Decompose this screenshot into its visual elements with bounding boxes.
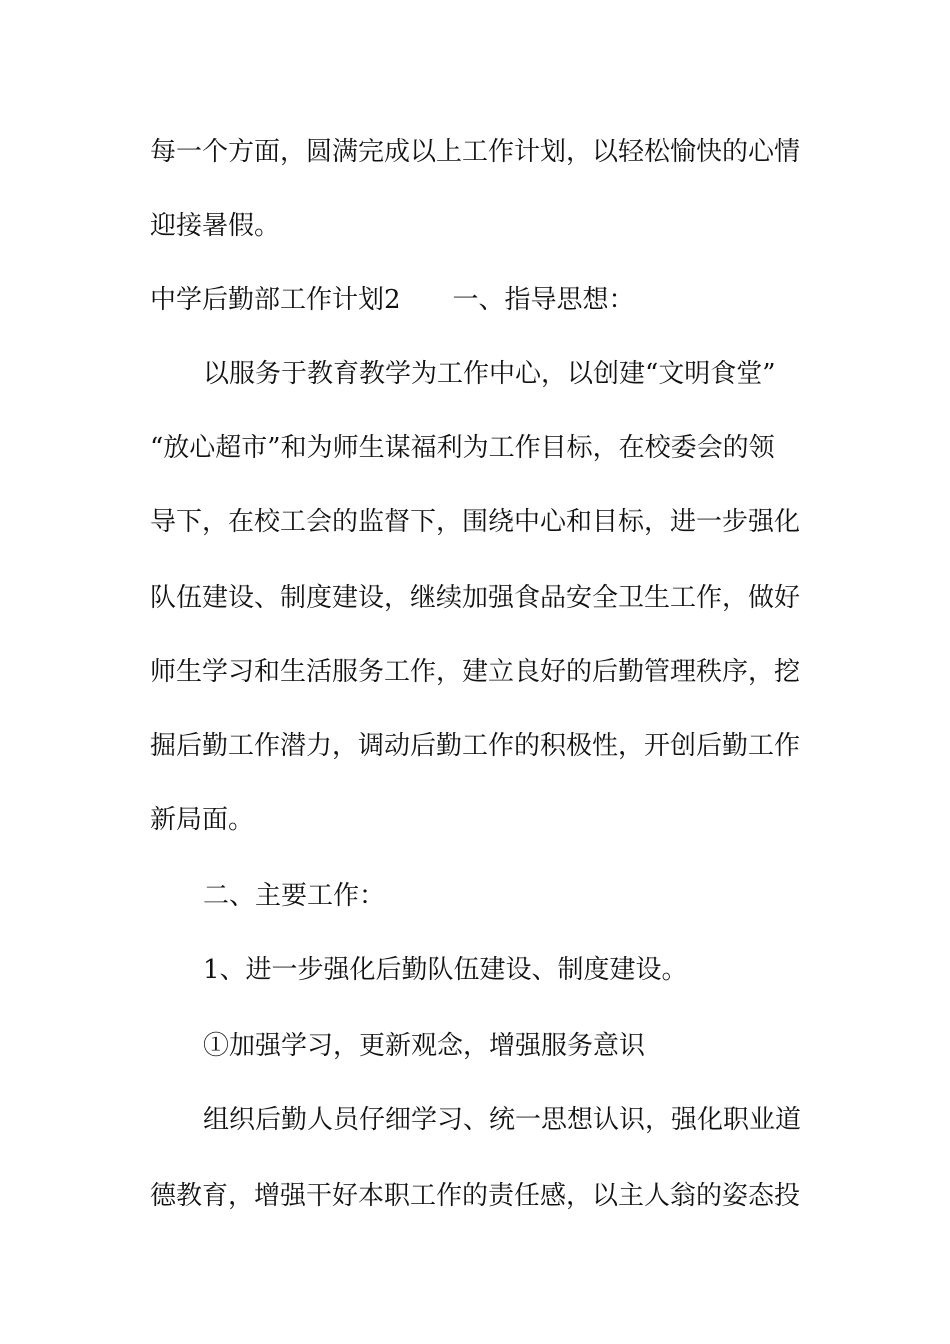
paragraph-line: 新局面。 bbox=[150, 805, 255, 835]
section-heading-line bbox=[150, 284, 635, 316]
paragraph-line: 组织后勤人员仔细学习、统一思想认识，强化职业道 bbox=[203, 1105, 802, 1135]
paragraph-line: 以服务于教育教学为工作中心，以创建“文明食堂” bbox=[203, 359, 776, 389]
subitem-heading: ①加强学习，更新观念，增强服务意识 bbox=[203, 1031, 646, 1061]
paragraph-line: “放心超市”和为师生谋福利为工作目标，在校委会的领 bbox=[150, 433, 775, 463]
section-heading: 一、指导思想： bbox=[452, 285, 635, 315]
paragraph-line: 导下，在校工会的监督下，围绕中心和目标，进一步强化 bbox=[150, 507, 801, 537]
list-item-heading: 1、进一步强化后勤队伍建设、制度建设。 bbox=[203, 955, 688, 985]
paragraph-line: 迎接暑假。 bbox=[150, 211, 281, 241]
paragraph-line: 师生学习和生活服务工作，建立良好的后勤管理秩序，挖 bbox=[150, 657, 801, 687]
paragraph-line: 队伍建设、制度建设，继续加强食品安全卫生工作，做好 bbox=[150, 583, 801, 613]
document-title: 中学后勤部工作计划2 bbox=[150, 285, 401, 315]
section-heading: 二、主要工作： bbox=[203, 881, 386, 911]
paragraph-line: 每一个方面，圆满完成以上工作计划，以轻松愉快的心情 bbox=[150, 137, 801, 167]
paragraph-line: 掘后勤工作潜力，调动后勤工作的积极性，开创后勤工作 bbox=[150, 731, 801, 761]
paragraph-line: 德教育，增强干好本职工作的责任感，以主人翁的姿态投 bbox=[150, 1181, 801, 1211]
